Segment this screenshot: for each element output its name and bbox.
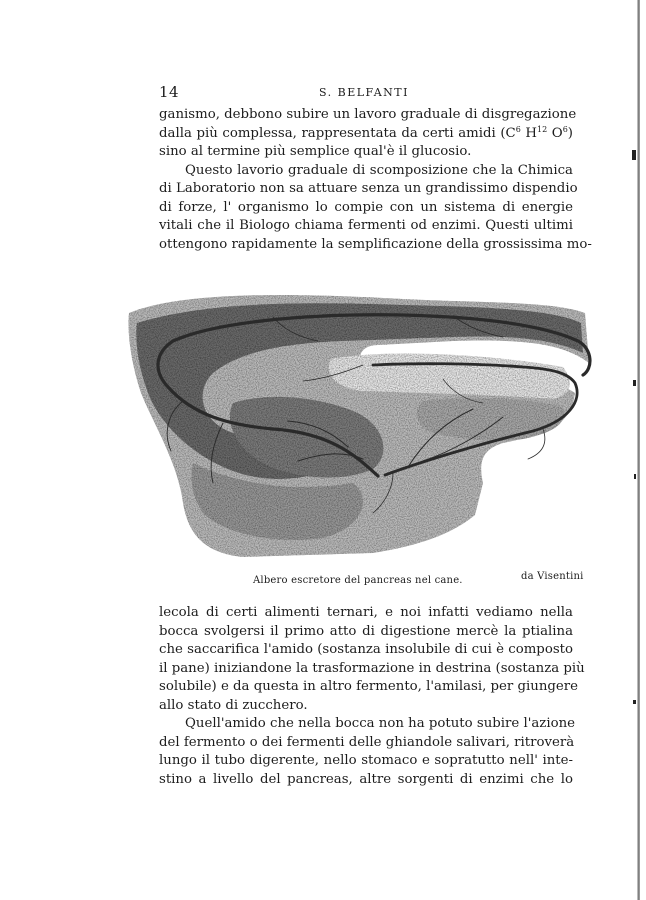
text-line: di Laboratorio non sa attuare senza un grandissimo dispendio [159,181,578,196]
text-line: allo stato di zucchero. [159,697,308,713]
figure-credit: da Visentini [521,571,584,582]
text-line: del fermento o dei fermenti delle ghiandole salivari, ritroverà [159,734,575,750]
text-line: stino a livello del pancreas, altre sorgenti di enzimi che lo [159,771,573,787]
paragraph-bottom [159,604,585,789]
text-line: Questo lavorio graduale di scomposizione che la Chimica [185,162,573,178]
edge-mark [633,380,636,386]
text-line: che saccarifica l'amido (sostanza insolubile di cui è composto [159,642,573,657]
text-line: bocca svolgersi il primo atto di digestione mercè la ptialina [159,623,573,639]
paragraph-top [159,106,592,254]
pancreas-illustration [123,283,593,566]
text-line: ottengono rapidamente la semplificazione della grossissima mo- [159,236,592,252]
figure-caption: Albero escretore del pancreas nel cane. [253,575,463,586]
text-line: ganismo, debbono subire un lavoro graduale di disgregazione [159,107,577,122]
text-line: di forze, l' organismo lo compie con un sistema di energie [159,199,573,215]
page-edge-shadow [637,0,640,900]
page-number: 14 [159,83,180,101]
text-line: sino al termine più semplice qual'è il glucosio. [159,144,472,159]
edge-mark [632,150,636,160]
text-line: solubile) e da questa in altro fermento, l'amilasi, per giungere [159,679,578,694]
edge-mark [633,700,636,704]
text-line: vitali che il Biologo chiama fermenti od enzimi. Questi ultimi [159,218,573,233]
running-head [159,83,573,103]
running-head-author: S. BELFANTI [319,86,409,99]
text-line: lungo il tubo digerente, nello stomaco e sopratutto nell' inte- [159,753,573,768]
text-line: Quell'amido che nella bocca non ha potuto subire l'azione [185,716,576,731]
text-line-formula: dalla più complessa, rappresentata da certi amidi ($C^6$ $H^{12}$ $O^6$) [159,124,573,141]
edge-mark [634,474,636,479]
text-line: il pane) iniziandone la trasformazione in destrina (sostanza più [159,660,585,676]
text-line: lecola di certi alimenti ternari, e noi infatti vediamo nella [159,605,573,620]
